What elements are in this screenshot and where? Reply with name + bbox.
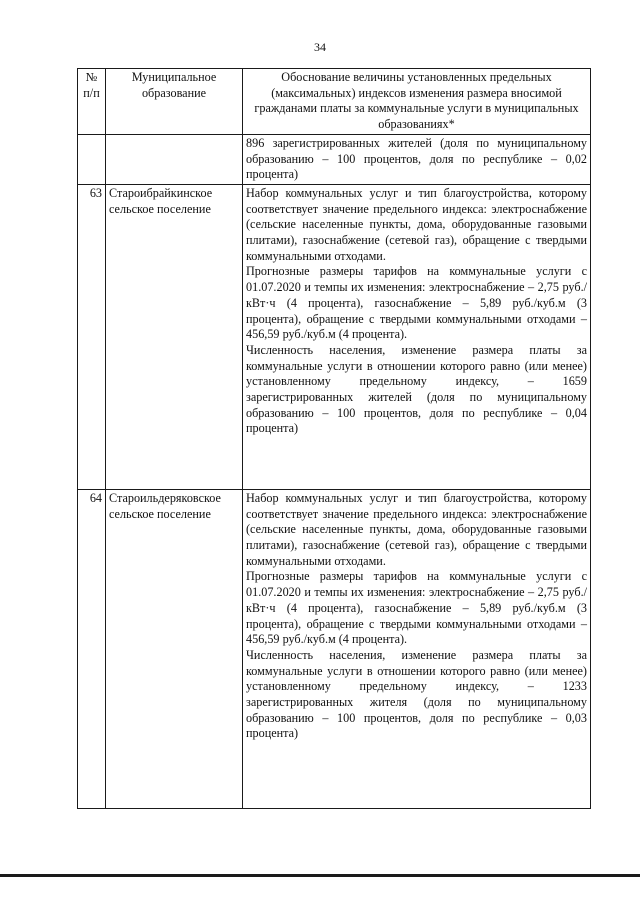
cell-num [78, 134, 106, 184]
header-basis: Обоснование величины установленных предельных (максимальных) индексов изменения размера вносимой гражданами платы за коммунальные услуги в муниципальных образованиях* [243, 69, 591, 135]
page-number: 34 [314, 40, 326, 54]
basis-paragraph: Набор коммунальных услуг и тип благоустройства, которому соответствует значение предельного индекса: электроснабжение (сельские населенные пункты, дома, оборудованные газовыми плитами), газоснабжение (сетевой газ), обращение с твердыми коммунальными отходами. [246, 185, 587, 263]
basis-paragraph: Численность населения, изменение размера платы за коммунальные услуги в отношении которого равно (или менее) установленному предельному индексу, – 1659 зарегистрированных жителей (доля по муниципальному образованию – 100 процентов, доля по республике – 0,04 процента) [246, 342, 587, 436]
cell-municipality [106, 134, 243, 184]
scan-edge-bar [0, 874, 640, 877]
cell-basis [243, 134, 591, 184]
cell-num: 64 [78, 489, 106, 808]
basis-paragraph: Прогнозные размеры тарифов на коммунальные услуги с 01.07.2020 и темпы их изменения: электроснабжение – 2,75 руб./кВт·ч (4 процента), газоснабжение – 5,89 руб./куб.м (3 процента), обращение с твердыми коммунальными отходами – 456,59 руб./куб.м (4 процента). [246, 264, 587, 342]
table-header-row [78, 69, 591, 135]
basis-paragraph: 896 зарегистрированных жителей (доля по муниципальному образованию – 100 процентов, доля по республике – 0,02 процента) [246, 135, 587, 182]
table-row-continuation [78, 134, 591, 184]
basis-paragraph: Набор коммунальных услуг и тип благоустройства, которому соответствует значение предельного индекса: электроснабжение (сельские населенные пункты, дома, оборудованные газовыми плитами), газоснабжение (сетевой газ), обращение с твердыми коммунальными отходами. [246, 490, 587, 568]
cell-municipality: Староильдеряковское сельское поселение [106, 489, 243, 808]
basis-paragraph: Численность населения, изменение размера платы за коммунальные услуги в отношении которого равно (или менее) установленному предельному индексу, – 1233 зарегистрированных жителя (доля по муниципальному образованию – 100 процентов, доля по республике – 0,03 процента) [246, 647, 587, 741]
header-municipality: Муниципальное образование [106, 69, 243, 135]
table-row [78, 489, 591, 808]
cell-basis [243, 489, 591, 808]
tariff-index-table [77, 68, 591, 809]
table-row [78, 184, 591, 489]
header-num: № п/п [78, 69, 106, 135]
cell-basis [243, 184, 591, 489]
cell-num: 63 [78, 184, 106, 489]
cell-municipality: Староибрайкинское сельское поселение [106, 184, 243, 489]
basis-paragraph: Прогнозные размеры тарифов на коммунальные услуги с 01.07.2020 и темпы их изменения: электроснабжение – 2,75 руб./кВт·ч (4 процента), газоснабжение – 5,89 руб./куб.м (3 процента), обращение с твердыми коммунальными отходами – 456,59 руб./куб.м (4 процента). [246, 569, 587, 647]
